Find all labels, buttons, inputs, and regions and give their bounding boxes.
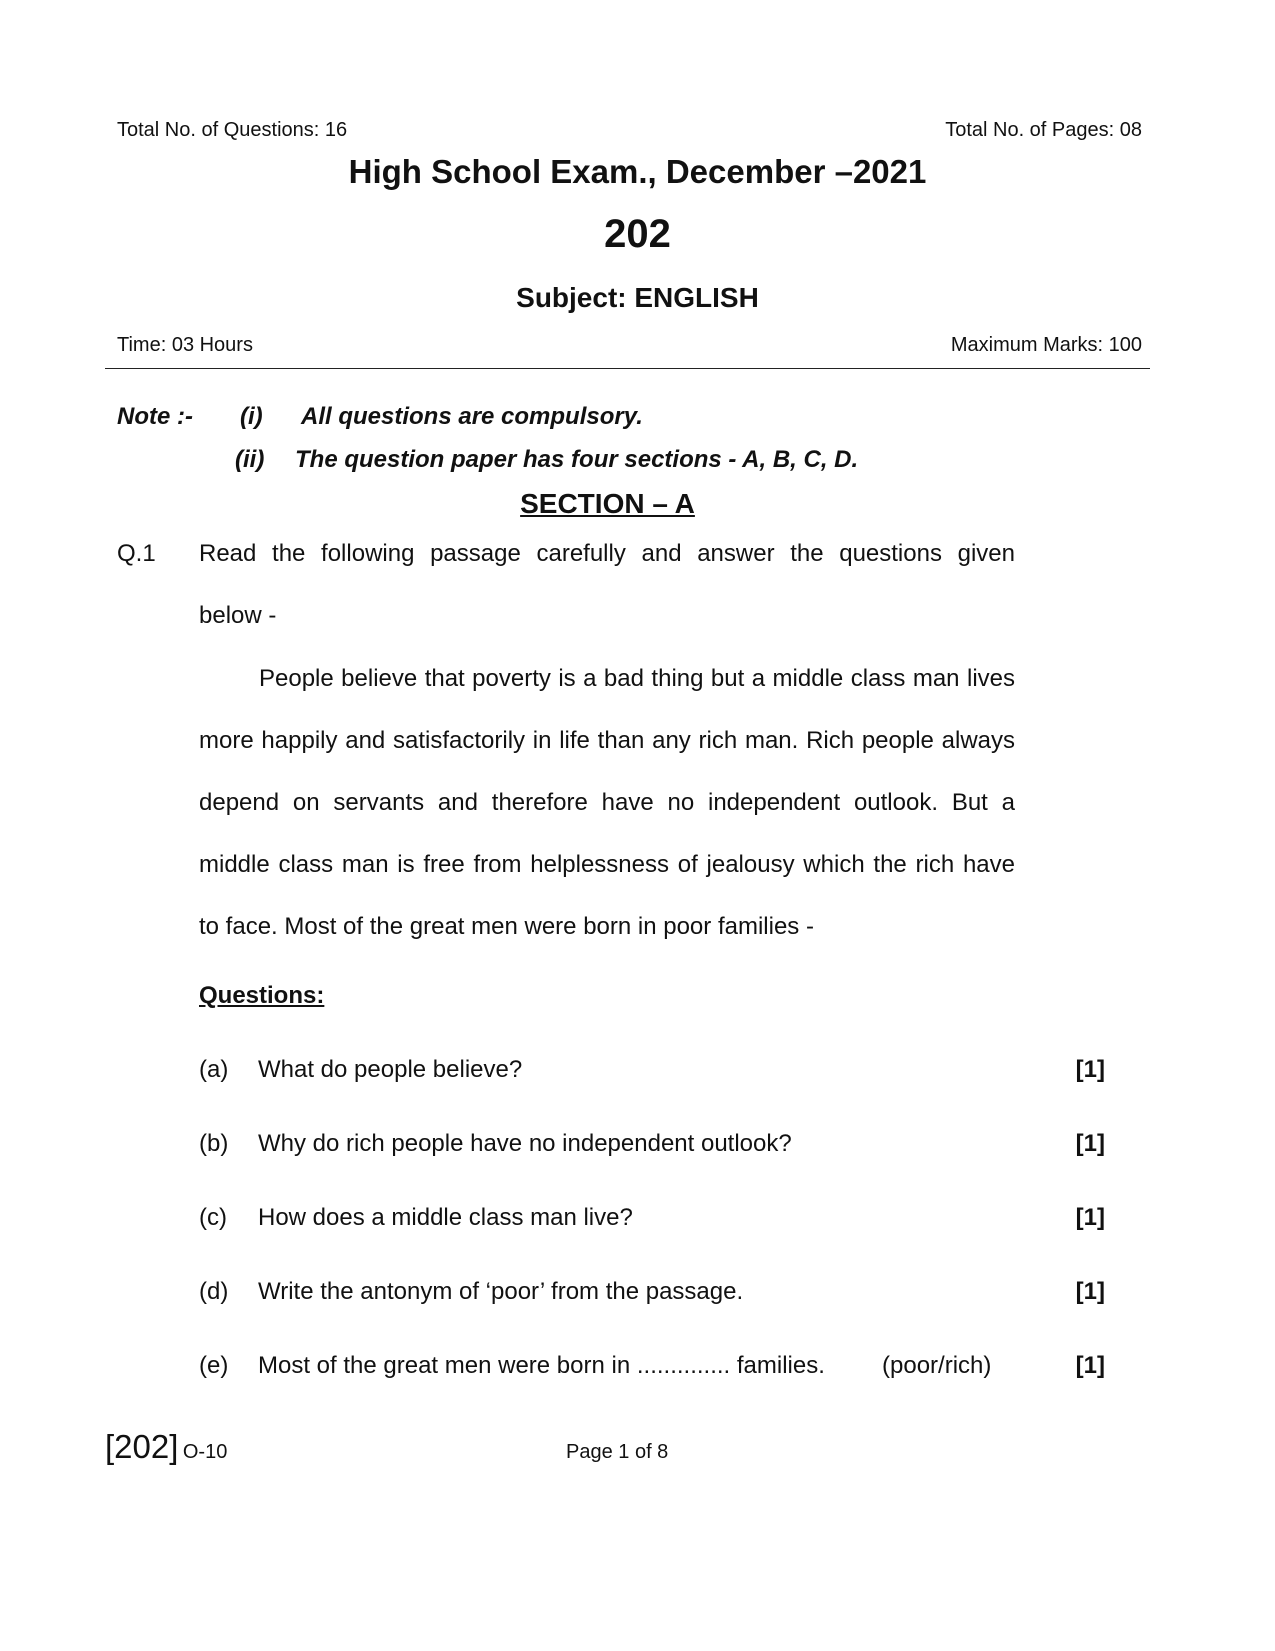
sub-question-label: (e) <box>199 1352 229 1379</box>
sub-question-options: (poor/rich) <box>882 1352 992 1379</box>
sub-question-marks: [1] <box>1075 1278 1105 1305</box>
sub-question-marks: [1] <box>1075 1130 1105 1157</box>
sub-question-label: (a) <box>199 1056 229 1083</box>
header-divider <box>105 368 1150 369</box>
sub-question-text: What do people believe? <box>258 1056 523 1083</box>
note-item-1-number: (i) <box>240 403 263 430</box>
exam-time: Time: 03 Hours <box>117 334 253 356</box>
sub-question-label: (c) <box>199 1204 227 1231</box>
sub-question <box>199 1278 1105 1312</box>
page-number: Page 1 of 8 <box>566 1441 669 1463</box>
sub-question-marks: [1] <box>1075 1056 1105 1083</box>
sub-question-label: (d) <box>199 1278 229 1305</box>
question-number: Q.1 <box>117 540 156 567</box>
note-item-2-number: (ii) <box>235 446 265 473</box>
maximum-marks: Maximum Marks: 100 <box>950 334 1142 356</box>
subject-title: Subject: ENGLISH <box>516 282 759 313</box>
sub-question-marks: [1] <box>1075 1352 1105 1379</box>
sub-question <box>199 1130 1105 1164</box>
question-instruction-line-1: Read the following passage carefully and answer the questions given <box>199 540 1015 567</box>
question-instruction-line-2: below - <box>199 602 277 629</box>
sub-question <box>199 1352 1105 1386</box>
total-questions: Total No. of Questions: 16 <box>117 119 348 141</box>
paper-code: 202 <box>604 212 671 256</box>
note-item-2-text: The question paper has four sections - A, B, C, D. <box>295 446 859 473</box>
footer-paper-code: [202] <box>105 1428 179 1465</box>
footer-sub-code: O-10 <box>182 1441 228 1463</box>
sub-question-marks: [1] <box>1075 1204 1105 1231</box>
sub-question-label: (b) <box>199 1130 229 1157</box>
note-label: Note :- <box>117 403 193 430</box>
note-item-1-text: All questions are compulsory. <box>301 403 643 430</box>
sub-question <box>199 1204 1105 1238</box>
passage-text: People believe that poverty is a bad thing but a middle class man lives more happily and satisfactorily in life than any rich man. Rich people always depend on servants and therefore have no independent outlook. But a middle class man is free from helplessness of jealousy which the rich have to face. Most of the great men were born in poor families - <box>199 665 1015 940</box>
sub-question-text: How does a middle class man live? <box>258 1204 633 1231</box>
reading-passage <box>199 648 1015 958</box>
sub-question-text: Most of the great men were born in .............. families. <box>258 1352 825 1379</box>
questions-heading: Questions: <box>199 982 325 1009</box>
footer-code-group <box>105 1428 227 1466</box>
section-title: SECTION – A <box>520 488 695 519</box>
exam-title: High School Exam., December –2021 <box>348 153 927 190</box>
sub-question-text: Why do rich people have no independent outlook? <box>258 1130 792 1157</box>
sub-question <box>199 1056 1105 1090</box>
sub-question-text: Write the antonym of ‘poor’ from the passage. <box>258 1278 744 1305</box>
total-pages: Total No. of Pages: 08 <box>945 119 1142 141</box>
